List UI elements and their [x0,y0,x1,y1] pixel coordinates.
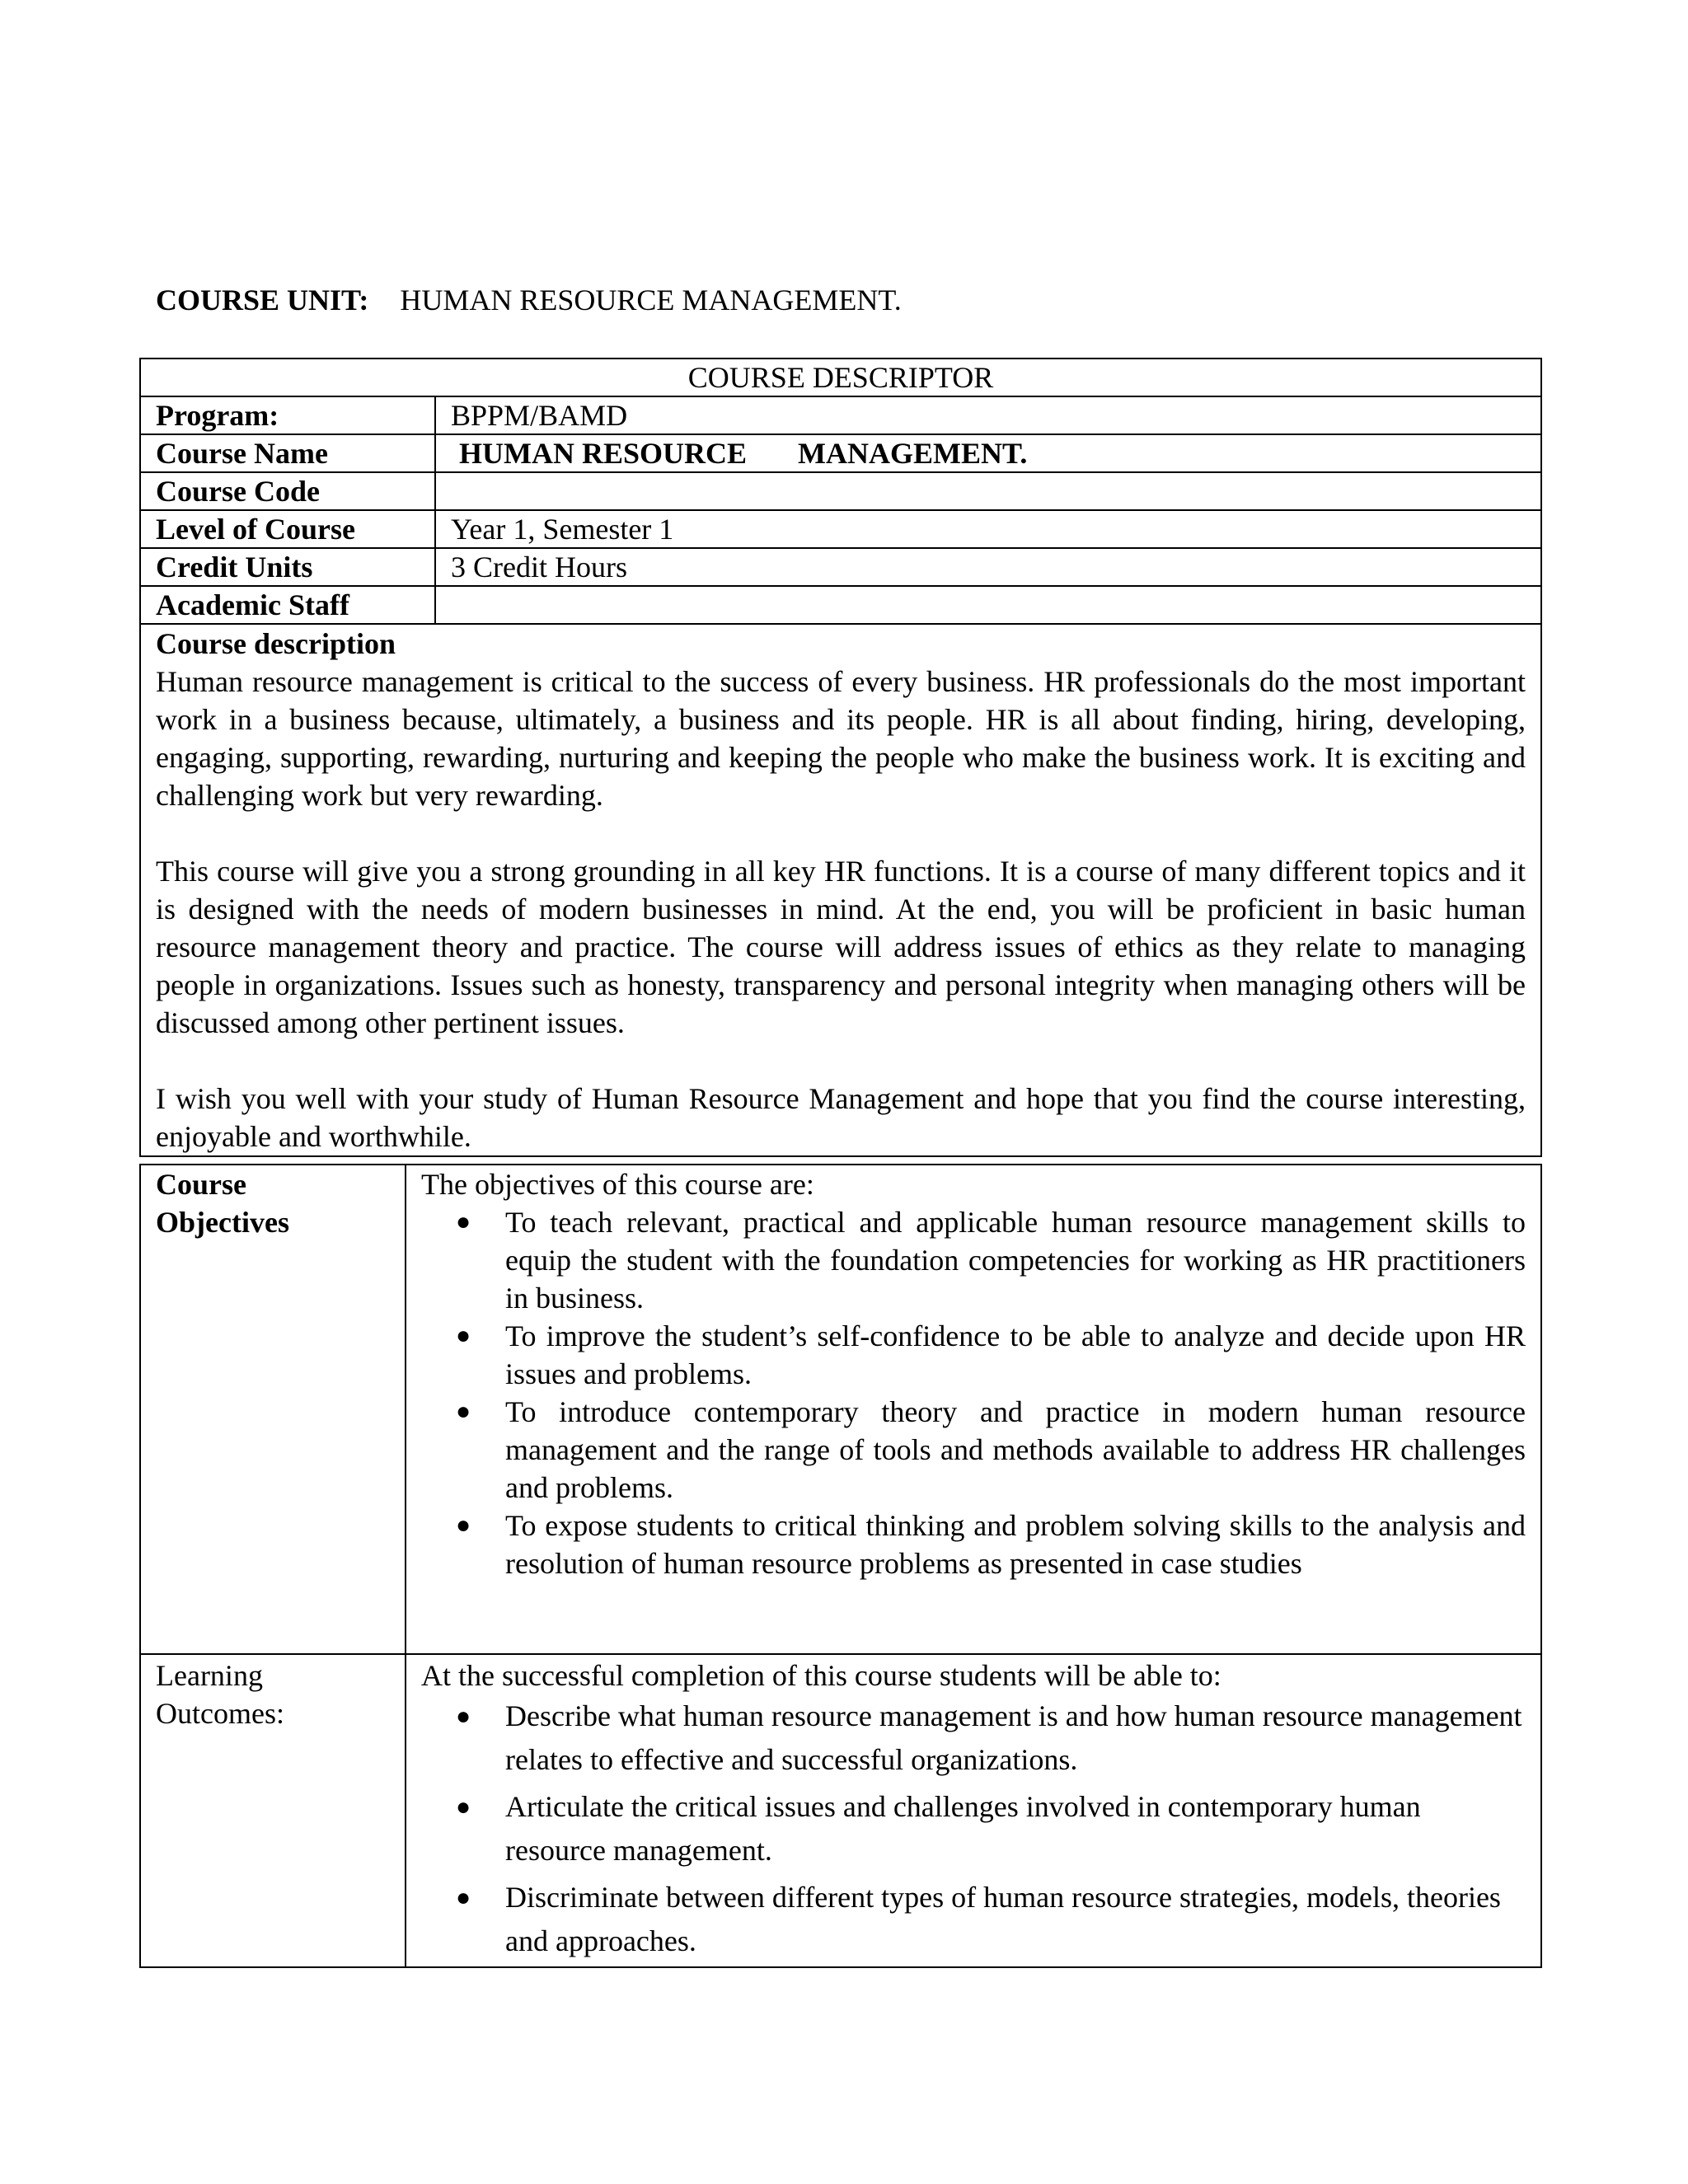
description-paragraph: I wish you well with your study of Human Resource Management and hope that you find the course interesting, enjoyable and worthwhile. [156,1082,1526,1153]
row-description [140,624,1541,1156]
row-academic-staff [140,586,1541,624]
page-heading [156,282,902,318]
objectives-content [406,1165,1541,1654]
row-course-name [140,434,1541,472]
list-item [456,1694,1526,1782]
description-paragraph: Human resource management is critical to the success of every business. HR professionals do the most important work in a business because, ultimately, a business and its people. HR is all about finding, hiring, developing, engaging, supporting, rewarding, nurturing and keeping the people who make the business work. It is exciting and challenging work but very rewarding. [156,665,1526,812]
bullet-icon: ● [456,1208,471,1235]
bullet-icon: ● [456,1511,471,1539]
course-name-part2: MANAGEMENT. [798,437,1028,470]
bullet-icon: ● [456,1322,471,1349]
objective-text: To introduce contemporary theory and practice in modern human resource management and the range of tools and methods available to address HR challenges and problems. [505,1395,1526,1504]
row-credit-units [140,548,1541,586]
bullet-icon: ● [456,1703,471,1730]
outcomes-label [140,1654,406,1967]
list-item [456,1785,1526,1872]
objectives-outcomes-table [139,1164,1542,1968]
list-item [456,1393,1526,1507]
course-descriptor-table [139,358,1542,1157]
objectives-intro: The objectives of this course are: [421,1168,814,1201]
objectives-label-line1: Course [156,1168,246,1201]
course-description-cell [140,624,1541,1156]
outcomes-label-line2: Outcomes: [156,1697,284,1730]
list-item [456,1507,1526,1582]
bullet-icon: ● [456,1884,471,1911]
program-label: Program: [140,396,435,434]
outcomes-label-line1: Learning [156,1659,263,1692]
level-label: Level of Course [140,510,435,548]
list-item [456,1203,1526,1317]
objectives-label-line2: Objectives [156,1206,289,1239]
academic-staff-label: Academic Staff [140,586,435,624]
course-code-value [435,472,1541,510]
program-value: BPPM/BAMD [435,396,1541,434]
academic-staff-value [435,586,1541,624]
course-code-label: Course Code [140,472,435,510]
objectives-list [421,1203,1526,1582]
course-unit-value: HUMAN RESOURCE MANAGEMENT. [400,284,902,316]
bullet-icon: ● [456,1398,471,1425]
outcome-text: Articulate the critical issues and challenges involved in contemporary human resource management. [505,1790,1421,1867]
objective-text: To improve the student’s self-confidence to be able to analyze and decide upon HR issues and problems. [505,1319,1526,1390]
description-paragraph: This course will give you a strong grounding in all key HR functions. It is a course of many different topics and it is designed with the needs of modern businesses in mind. At the end, you will be proficient in basic human resource management theory and practice. The course will address issues of ethics as they relate to managing people in organizations. Issues such as honesty, transparency and personal integrity when managing others will be discussed among other pertinent issues. [156,855,1526,1039]
list-item [456,1317,1526,1393]
credit-units-label: Credit Units [140,548,435,586]
course-name-part1: HUMAN RESOURCE [459,437,748,470]
bullet-icon: ● [456,1793,471,1821]
outcomes-list [421,1694,1526,1963]
course-name-value [435,434,1541,472]
objectives-label [140,1165,406,1654]
credit-units-value: 3 Credit Hours [435,548,1541,586]
outcomes-intro: At the successful completion of this course students will be able to: [421,1659,1221,1692]
objective-text: To teach relevant, practical and applicable human resource management skills to equip the student with the foundation competencies for working as HR practitioners in business. [505,1206,1526,1315]
outcome-text: Discriminate between different types of human resource strategies, models, theories and approaches. [505,1881,1501,1957]
outcomes-content [406,1654,1541,1967]
course-description-title: Course description [156,627,396,660]
level-value: Year 1, Semester 1 [435,510,1541,548]
row-program [140,396,1541,434]
row-course-code [140,472,1541,510]
outcome-text: Describe what human resource management is and how human resource management relates to effective and successful organizations. [505,1699,1522,1776]
row-objectives [140,1165,1541,1654]
list-item [456,1876,1526,1963]
course-name-label: Course Name [140,434,435,472]
row-outcomes [140,1654,1541,1967]
row-level [140,510,1541,548]
descriptor-title: COURSE DESCRIPTOR [140,359,1541,396]
course-unit-label: COURSE UNIT: [156,284,369,316]
objective-text: To expose students to critical thinking and problem solving skills to the analysis and resolution of human resource problems as presented in case studies [505,1509,1526,1580]
